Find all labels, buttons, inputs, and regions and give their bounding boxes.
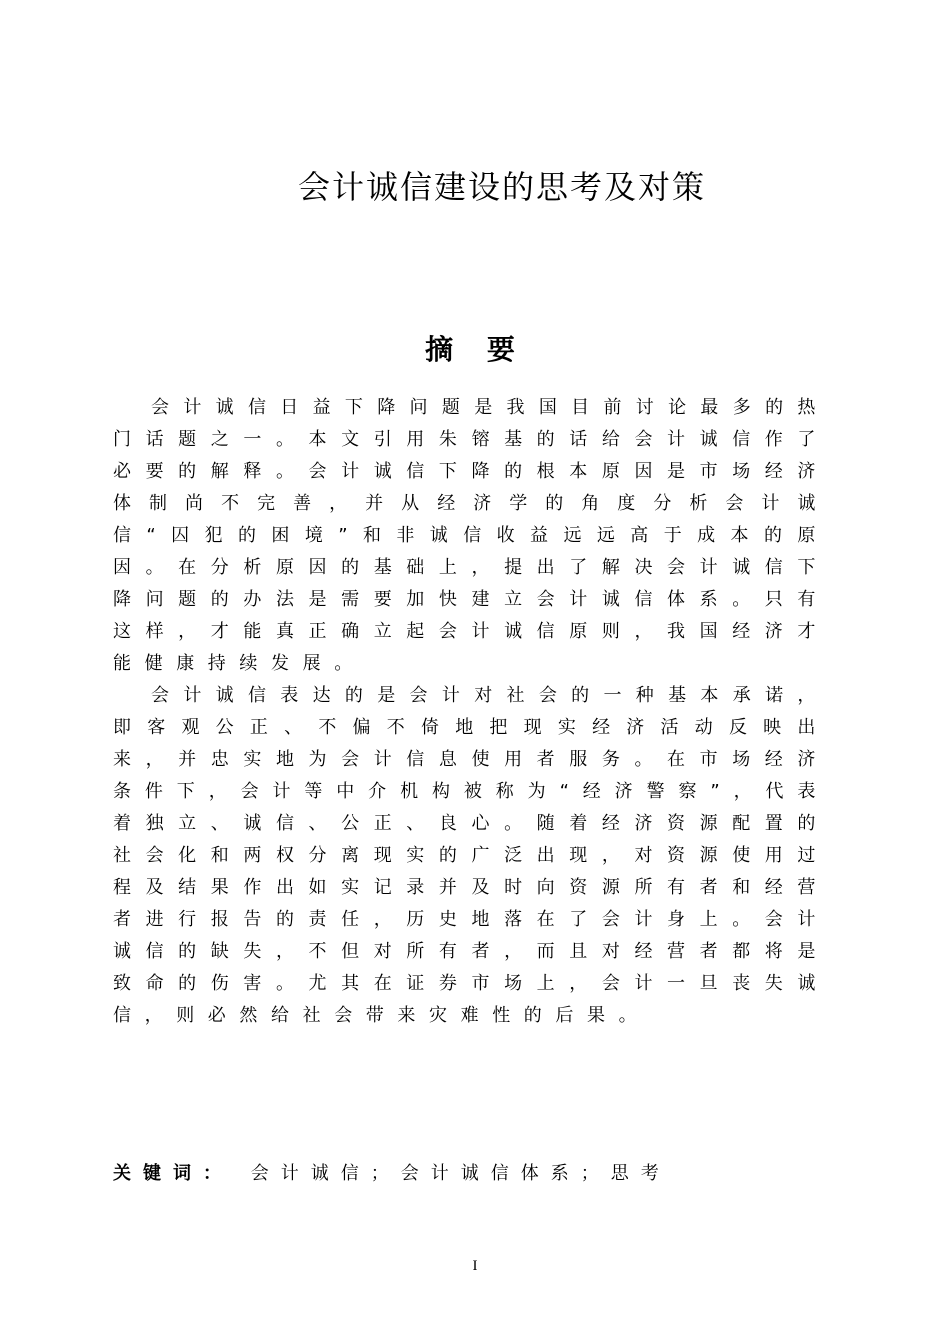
abstract-body	[113, 392, 829, 1032]
page-number: I	[472, 1258, 478, 1274]
abstract-heading: 摘 要	[425, 333, 527, 366]
abstract-paragraph: 会计诚信表达的是会计对社会的一种基本承诺，即客观公正、不偏不倚地把现实经济活动反映出来，并忠实地为会计信息使用者服务。在市场经济条件下，会计等中介机构被称为“经济警察”，代表着独立、诚信、公正、良心。随着经济资源配置的社会化和两权分离现实的广泛出现，对资源使用过程及结果作出如实记录并及时向资源所有者和经营者进行报告的责任，历史地落在了会计身上。会计诚信的缺失，不但对所有者，而且对经营者都将是致命的伤害。尤其在证券市场上，会计一旦丧失诚信，则必然给社会带来灾难性的后果。	[113, 685, 829, 1026]
document-title: 会计诚信建设的思考及对策	[297, 168, 706, 206]
keywords-line	[113, 1158, 829, 1190]
abstract-paragraph: 会计诚信日益下降问题是我国目前讨论最多的热门话题之一。本文引用朱镕基的话给会计诚信作了必要的解释。会计诚信下降的根本原因是市场经济体制尚不完善，并从经济学的角度分析会计诚信“囚犯的困境”和非诚信收益远远高于成本的原因。在分析原因的基础上，提出了解决会计诚信下降问题的办法是需要加快建立会计诚信体系。只有这样，才能真正确立起会计诚信原则，我国经济才能健康持续发展。	[113, 397, 829, 674]
keywords-text: 会计诚信；会计诚信体系；思考	[250, 1163, 671, 1184]
keywords-label: 关键词：	[113, 1163, 233, 1184]
